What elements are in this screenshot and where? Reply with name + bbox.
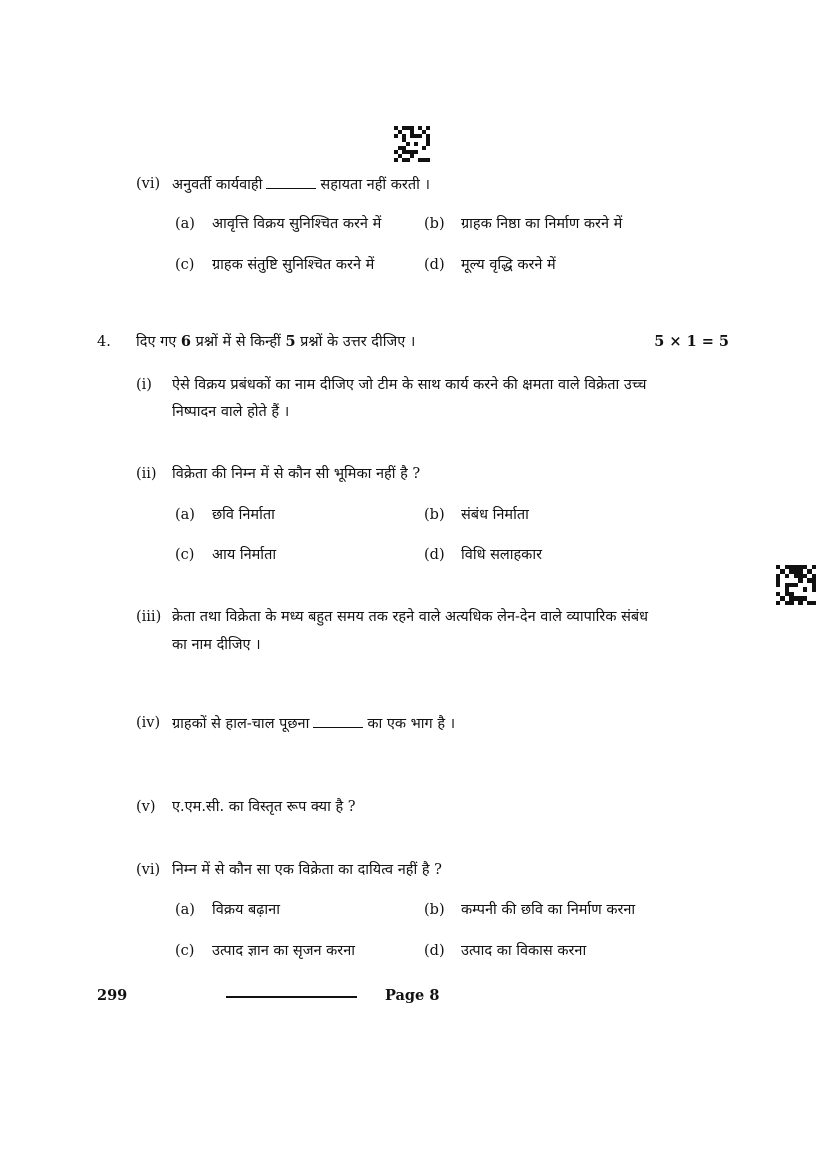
q3-vi-option-a-text: आवृत्ति विक्रय सुनिश्चित करने में (212, 216, 382, 232)
q4-v-num: (v) (136, 799, 156, 815)
q4-instr-part2: प्रश्नों में से किन्हीं (195, 334, 281, 350)
q4-i-line2: निष्पादन वाले होते हैं । (172, 404, 290, 420)
q4-instr-bold1: 6 (180, 333, 191, 350)
q3-vi-text-after: सहायता नहीं करती । (320, 177, 430, 193)
q4-vi-option-c-text: उत्पाद ज्ञान का सृजन करना (212, 943, 356, 959)
q3-vi-option-d-text: मूल्य वृद्धि करने में (461, 257, 556, 273)
q4-instr-part3: प्रश्नों के उत्तर दीजिए । (300, 334, 416, 350)
q4-i-num: (i) (136, 377, 152, 393)
q4-iv-text-before: ग्राहकों से हाल-चाल पूछना (172, 716, 310, 732)
q4-marks: 5 × 1 = 5 (654, 333, 729, 350)
fill-blank (266, 174, 316, 189)
qr-code-top (394, 126, 430, 162)
q4-v-text: ए.एम.सी. का विस्तृत रूप क्या है ? (172, 799, 356, 815)
page-number: Page 8 (385, 987, 440, 1004)
q4-ii-num: (ii) (136, 466, 157, 482)
q3-vi-option-d-label: (d) (424, 257, 445, 273)
q4-iv-num: (iv) (136, 715, 161, 731)
q4-ii-option-a-text: छवि निर्माता (212, 507, 275, 523)
q4-num: 4. (97, 334, 111, 350)
q4-vi-option-a-label: (a) (175, 902, 195, 918)
qr-module (426, 158, 430, 162)
q4-vi-option-d-label: (d) (424, 943, 445, 959)
q4-vi-option-c-label: (c) (175, 943, 195, 959)
q4-ii-option-d-label: (d) (424, 547, 445, 563)
q4-vi-option-b-text: कम्पनी की छवि का निर्माण करना (461, 902, 636, 918)
q4-ii-option-d-text: विधि सलाहकार (461, 547, 543, 563)
q4-vi-num: (vi) (136, 862, 161, 878)
q4-ii-option-b-text: संबंध निर्माता (461, 507, 529, 523)
q3-vi-text-before: अनुवर्ती कार्यवाही (172, 177, 263, 193)
q4-iv-text (172, 713, 455, 734)
q4-i-line1: ऐसे विक्रय प्रबंधकों का नाम दीजिए जो टीम के साथ कार्य करने की क्षमता वाले विक्रेता उच्च (172, 377, 647, 393)
footer-rule (226, 996, 357, 998)
q3-vi-option-b-label: (b) (424, 216, 445, 232)
q4-instruction (136, 332, 415, 352)
q4-ii-option-a-label: (a) (175, 507, 195, 523)
q4-vi-option-a-text: विक्रय बढ़ाना (212, 902, 280, 918)
q4-vi-option-d-text: उत्पाद का विकास करना (461, 943, 587, 959)
q4-iii-line1: क्रेता तथा विक्रेता के मध्य बहुत समय तक रहने वाले अत्यधिक लेन-देन वाले व्यापारिक संबंध (172, 609, 649, 625)
q3-vi-option-b-text: ग्राहक निष्ठा का निर्माण करने में (461, 216, 623, 232)
q3-vi-option-c-label: (c) (175, 257, 195, 273)
q4-ii-option-c-text: आय निर्माता (212, 547, 277, 563)
qr-code-side (776, 565, 816, 605)
q3-vi-option-a-label: (a) (175, 216, 195, 232)
q4-iii-line2: का नाम दीजिए । (172, 637, 261, 653)
q4-ii-option-c-label: (c) (175, 547, 195, 563)
q3-vi-text (172, 174, 430, 195)
q4-instr-part1: दिए गए (136, 334, 177, 350)
q3-vi-option-c-text: ग्राहक संतुष्टि सुनिश्चित करने में (212, 257, 375, 273)
q4-vi-text: निम्न में से कौन सा एक विक्रेता का दायित्व नहीं है ? (172, 862, 442, 878)
fill-blank (313, 713, 363, 728)
q4-ii-option-b-label: (b) (424, 507, 445, 523)
q4-instr-bold2: 5 (285, 333, 296, 350)
qr-module (812, 601, 816, 605)
q4-iv-text-after: का एक भाग है । (367, 716, 456, 732)
q4-vi-option-b-label: (b) (424, 902, 445, 918)
q4-ii-text: विक्रेता की निम्न में से कौन सी भूमिका नहीं है ? (172, 466, 421, 482)
q4-iii-num: (iii) (136, 609, 162, 625)
q3-vi-num: (vi) (136, 176, 161, 192)
paper-code: 299 (97, 987, 128, 1004)
